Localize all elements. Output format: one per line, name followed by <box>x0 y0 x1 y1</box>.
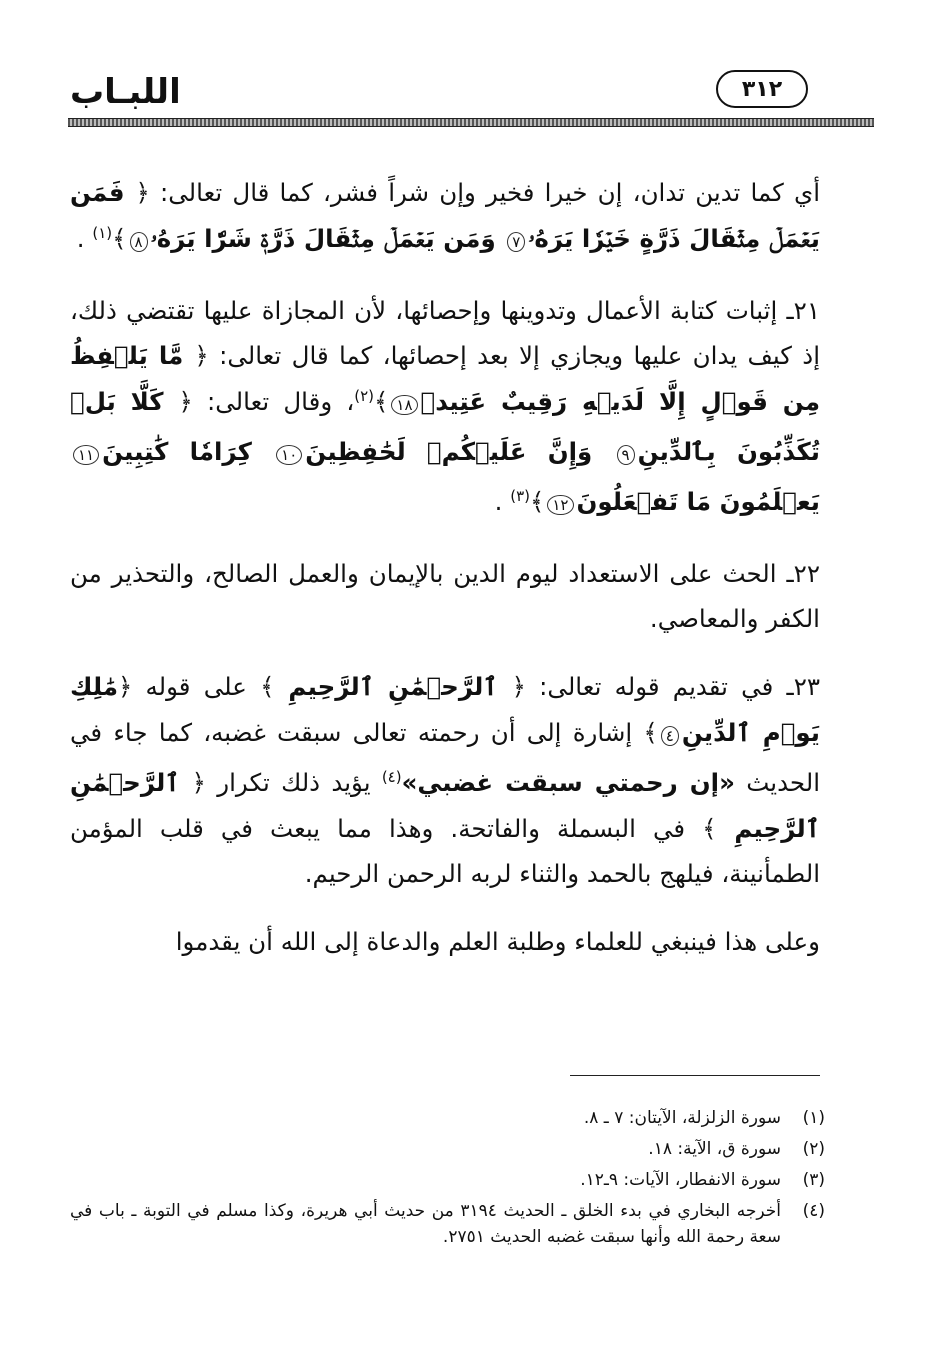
ayah-number-marker: ١٠ <box>276 445 302 465</box>
ayah-number-marker: ١٨ <box>391 395 417 415</box>
quran-verse: وَمَن يَعۡمَلۡ مِثۡقَالَ ذَرَّةٖ شَرّٗا يَرَهُۥ <box>150 223 496 253</box>
quran-close-bracket: ﴾ <box>702 813 717 843</box>
footnote-text: سورة الانفطار، الآيات: ٩ـ١٢. <box>580 1170 781 1190</box>
footnotes <box>70 1105 825 1255</box>
paragraph-3: ٢٢ـ الحث على الاستعداد ليوم الدين بالإيمان والعمل الصالح، والتحذير من الكفر والمعاصي. <box>70 558 820 634</box>
ayah-number-marker: ٧ <box>507 232 525 252</box>
paragraph-1 <box>70 170 820 266</box>
quran-verse: فَمَن يَعۡمَلۡ مِثۡقَالَ ذَرَّةٍ خَيۡرٗا يَرَهُۥ <box>70 178 820 253</box>
footnote-number: (٢) <box>802 1139 825 1159</box>
sentence-end: . <box>76 223 85 253</box>
p2-intro: ٢١ـ إثبات كتابة الأعمال وتدوينها وإحصائها، لأن المجازاة عليها تقتضي ذلك، إذ كيف يدان عليها ويجازي إلا بعد إحصائها، كما قال تعالى: <box>70 295 821 371</box>
footnote <box>70 1198 825 1250</box>
p4-intro: ٢٣ـ في تقديم قوله تعالى: <box>539 672 821 702</box>
quran-verse: كَلَّا بَلۡ تُكَذِّبُونَ بِٱلدِّينِ <box>70 387 821 466</box>
ayah-number-marker: ٤ <box>661 726 679 746</box>
footnote-ref: (٣) <box>510 486 531 505</box>
quran-open-bracket: ﴿ <box>135 178 150 207</box>
footnote-text: سورة ق، الآية: ١٨. <box>648 1139 781 1159</box>
quran-verse: وَإِنَّ عَلَيۡكُمۡ لَحَٰفِظِينَ <box>305 436 593 466</box>
page-number-badge <box>716 70 808 108</box>
hadith-quote: «إن رحمتي سبقت غضبي» <box>401 767 735 797</box>
p4-end: في البسملة والفاتحة. وهذا مما يبعث في قلب المؤمن الطمأنينة، فيلهج بالحمد والثناء لربه الرحمن الرحيم. <box>70 813 820 889</box>
p1-intro: أي كما تدين تدان، إن خيرا فخير وإن شراً فشر، كما قال تعالى: <box>159 178 820 207</box>
paragraph-4 <box>70 664 820 897</box>
ayah-number-marker: ١١ <box>73 445 99 465</box>
footnote-ref: (٢) <box>354 387 375 406</box>
quran-verse: يَعۡلَمُونَ مَا تَفۡعَلُونَ <box>576 486 820 516</box>
quran-quote <box>260 672 526 701</box>
body-text <box>70 170 820 987</box>
quran-close-bracket: ﴾ <box>643 717 658 747</box>
ayah-number-marker: ١٢ <box>547 495 573 515</box>
quran-open-bracket: ﴿ <box>117 672 133 702</box>
footnote-text: أخرجه البخاري في بدء الخلق ـ الحديث ٣١٩٤ من حديث أبي هريرة، وكذا مسلم في التوبة ـ باب في سعة رحمة الله وأنها سبقت غضبه الحديث ٢٧٥١. <box>70 1201 781 1247</box>
footnote-number: (١) <box>802 1108 825 1128</box>
quran-verse: ٱلرَّحۡمَٰنِ ٱلرَّحِيمِ <box>288 672 498 702</box>
quran-close-bracket: ﴾ <box>530 486 545 516</box>
footnote-separator <box>570 1075 820 1076</box>
p4-mid3: يؤيد ذلك تكرار <box>217 767 371 797</box>
sentence-end: . <box>494 486 503 516</box>
footnote <box>70 1136 825 1162</box>
p4-mid2: إشارة إلى أن رحمته تعالى سبقت غضبه، كما جاء في الحديث <box>70 717 821 797</box>
quran-verse: كِرَامٗا كَٰتِبِينَ <box>102 436 252 466</box>
header-rule <box>68 118 874 127</box>
footnote-ref: (٤) <box>381 767 402 786</box>
quran-open-bracket: ﴿ <box>191 767 207 797</box>
paragraph-2 <box>70 288 820 529</box>
footnote-text: سورة الزلزلة، الآيتان: ٧ ـ ٨. <box>583 1108 781 1128</box>
p4-mid1: على قوله <box>145 672 247 702</box>
footnote-number: (٣) <box>802 1170 825 1190</box>
quran-open-bracket: ﴿ <box>178 387 193 417</box>
quran-open-bracket: ﴿ <box>511 672 526 702</box>
quran-open-bracket: ﴿ <box>194 341 209 371</box>
quran-verse: مَٰلِكِ يَوۡمِ ٱلدِّينِ <box>70 672 820 747</box>
quran-close-bracket: ﴾ <box>260 672 275 702</box>
footnote-ref: (١) <box>92 223 113 242</box>
quran-verse: ٱلرَّحۡمَٰنِ ٱلرَّحِيمِ <box>70 767 820 843</box>
p2-mid: ، وقال تعالى: <box>206 387 355 417</box>
ayah-number-marker: ٨ <box>130 232 148 252</box>
footnote <box>70 1167 825 1193</box>
footnote <box>70 1105 825 1131</box>
quran-close-bracket: ﴾ <box>374 387 389 417</box>
quran-close-bracket: ﴾ <box>112 223 127 253</box>
paragraph-5: وعلى هذا فينبغي للعلماء وطلبة العلم والدعاة إلى الله أن يقدموا <box>175 927 820 957</box>
ayah-number-marker: ٩ <box>617 445 635 465</box>
running-title: اللبـاب <box>70 72 181 112</box>
page-number: ٣١٢ <box>741 76 783 102</box>
footnote-number: (٤) <box>802 1201 825 1221</box>
quran-verse: مَّا يَلۡفِظُ مِن قَوۡلٍ إِلَّا لَدَيۡهِ رَقِيبٌ عَتِيدٞ <box>70 341 821 417</box>
